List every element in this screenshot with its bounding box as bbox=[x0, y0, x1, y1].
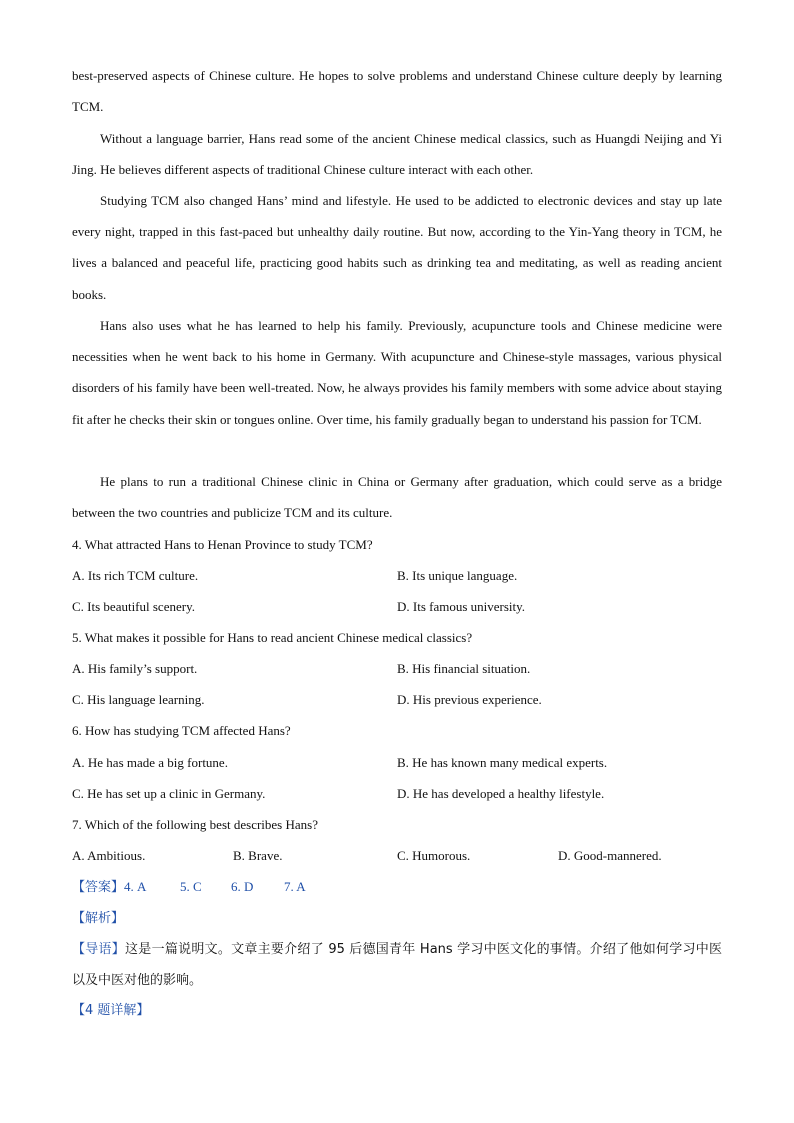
question-4-option-d: D. Its famous university. bbox=[397, 599, 526, 614]
question-5-option-d: D. His previous experience. bbox=[397, 692, 542, 707]
question-7-stem: 7. Which of the following best describes Hans? bbox=[72, 817, 318, 832]
question-4-option-c: C. Its beautiful scenery. bbox=[72, 599, 195, 614]
question-7-option-d: D. Good-mannered. bbox=[558, 848, 662, 863]
detail-label: 【4 题详解】 bbox=[72, 1003, 150, 1018]
question-6-option-d: D. He has developed a healthy lifestyle. bbox=[397, 786, 605, 801]
analysis-label: 【解析】 bbox=[72, 911, 125, 926]
question-4-stem: 4. What attracted Hans to Henan Province to study TCM? bbox=[72, 537, 373, 552]
passage-paragraph-3: Studying TCM also changed Hans’ mind and lifestyle. He used to be addicted to electronic devices and stay up late every night, trapped in this fast-paced but unhealthy daily routine. But now, according to the Yin-Yang theory in TCM, he lives a balanced and peaceful life, practicing good habits such as drinking tea and meditating, as well as reading ancient books. bbox=[72, 193, 722, 302]
question-7-option-b: B. Brave. bbox=[233, 848, 283, 863]
question-4-option-b: B. Its unique language. bbox=[397, 568, 518, 583]
answer-line bbox=[72, 879, 146, 896]
passage-paragraph-4: Hans also uses what he has learned to help his family. Previously, acupuncture tools and Chinese medicine were necessities when he went back to his home in Germany. With acupuncture and Chinese-style massages, various physical disorders of his family have been well-treated. Now, he always provides his family members with some advice about staying fit after he checks their skin or tongues online. Over time, his family gradually began to understand his passion for TCM. bbox=[72, 318, 722, 427]
guide-text: 这是一篇说明文。文章主要介绍了 95 后德国青年 Hans 学习中医文化的事情。介绍了他如何学习中医以及中医对他的影响。 bbox=[72, 942, 722, 988]
answer-item-6: 6. D bbox=[231, 879, 254, 894]
question-5-stem: 5. What makes it possible for Hans to read ancient Chinese medical classics? bbox=[72, 630, 473, 645]
answer-item-4: 4. A bbox=[124, 879, 147, 894]
guide-paragraph bbox=[72, 934, 722, 996]
passage-paragraph-5: He plans to run a traditional Chinese clinic in China or Germany after graduation, which could serve as a bridge between the two countries and publicize TCM and its culture. bbox=[72, 474, 722, 521]
passage-paragraph-1: best-preserved aspects of Chinese culture. He hopes to solve problems and understand Chinese culture deeply by learning TCM. bbox=[72, 68, 722, 115]
question-5-option-a: A. His family’s support. bbox=[72, 661, 198, 676]
question-6-stem: 6. How has studying TCM affected Hans? bbox=[72, 723, 291, 738]
question-6-option-c: C. He has set up a clinic in Germany. bbox=[72, 786, 266, 801]
question-5-option-b: B. His financial situation. bbox=[397, 661, 531, 676]
question-4-option-a: A. Its rich TCM culture. bbox=[72, 568, 199, 583]
answer-item-5: 5. C bbox=[180, 879, 202, 894]
answer-label: 【答案】 bbox=[72, 880, 125, 895]
question-7-option-c: C. Humorous. bbox=[397, 848, 471, 863]
passage-paragraph-2: Without a language barrier, Hans read some of the ancient Chinese medical classics, such as Huangdi Neijing and Yi Jing. He believes different aspects of traditional Chinese culture interact with each other. bbox=[72, 131, 722, 178]
question-6-option-a: A. He has made a big fortune. bbox=[72, 755, 228, 770]
answer-item-7: 7. A bbox=[284, 879, 306, 894]
question-7-option-a: A. Ambitious. bbox=[72, 848, 146, 863]
guide-label: 【导语】 bbox=[72, 942, 126, 957]
question-5-option-c: C. His language learning. bbox=[72, 692, 205, 707]
question-6-option-b: B. He has known many medical experts. bbox=[397, 755, 608, 770]
